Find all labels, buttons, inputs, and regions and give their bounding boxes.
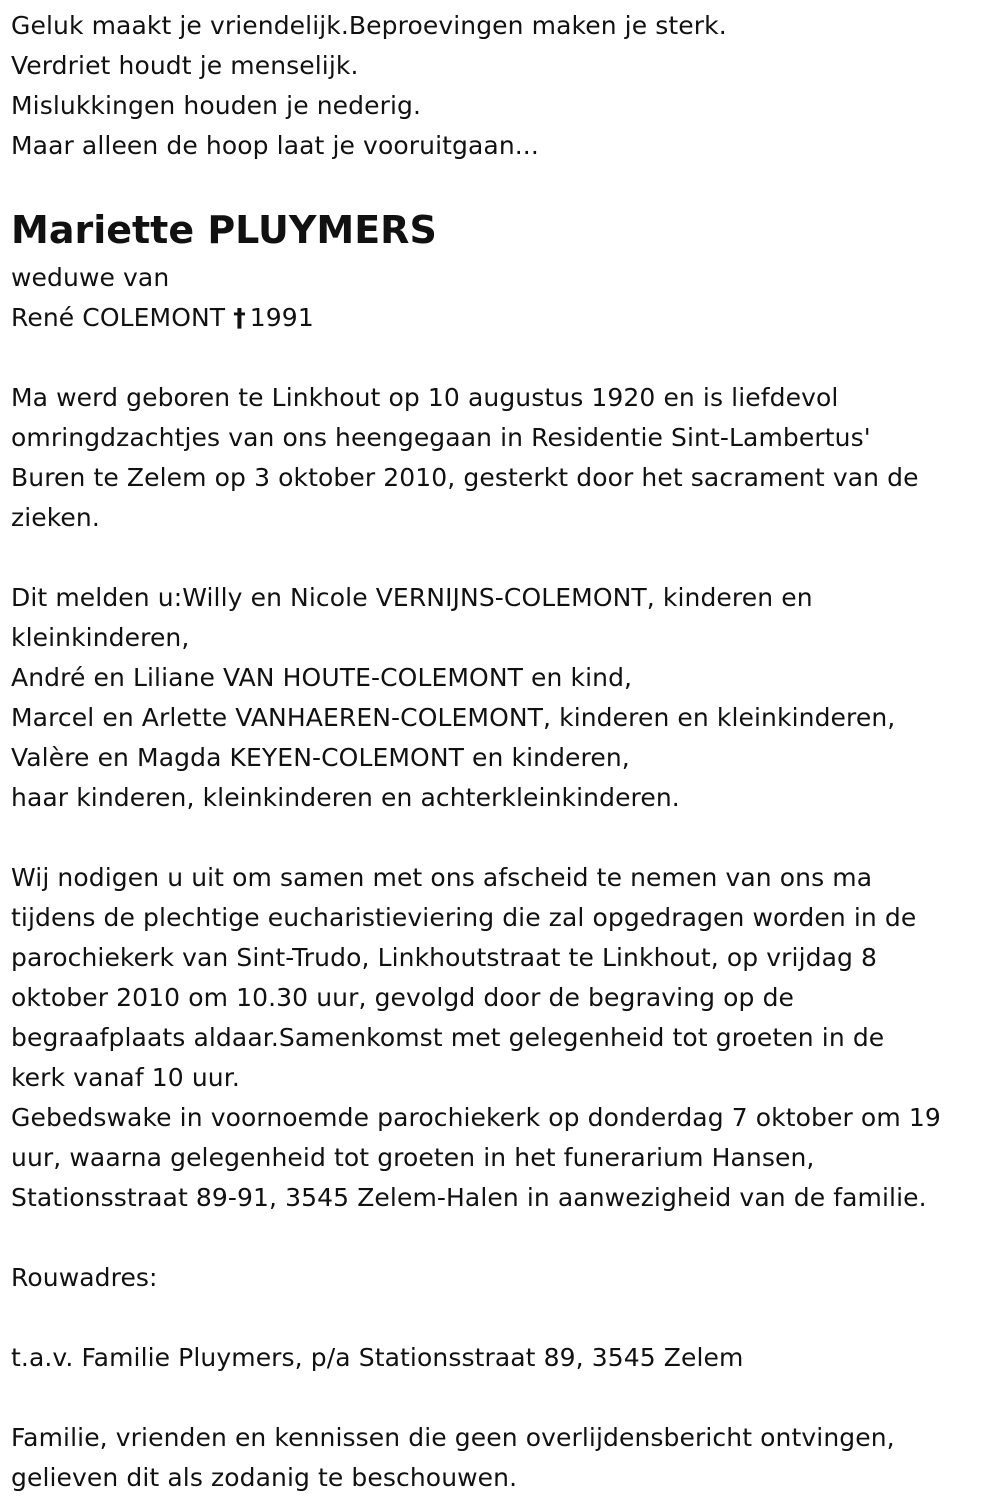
cross-icon: † [233, 303, 246, 332]
invitation-line: parochiekerk van Sint-Trudo, Linkhoutstraat te Linkhout, op vrijdag 8 [11, 943, 878, 972]
family-line: haar kinderen, kleinkinderen en achterkleinkinderen. [11, 783, 680, 812]
spouse-name: René COLEMONT [11, 303, 226, 332]
invitation-line: uur, waarna gelegenheid tot groeten in het funerarium Hansen, [11, 1143, 815, 1172]
closing-paragraph [11, 1418, 996, 1498]
invitation-line: begraafplaats aldaar.Samenkomst met gelegenheid tot groeten in de [11, 1023, 885, 1052]
announcement-paragraph [11, 378, 996, 538]
invitation-line: Stationsstraat 89-91, 3545 Zelem-Halen in aanwezigheid van de familie. [11, 1183, 927, 1212]
family-paragraph [11, 578, 996, 818]
obituary-document [11, 6, 996, 1498]
announcement-line: omringdzachtjes van ons heengegaan in Residentie Sint-Lambertus' [11, 423, 871, 452]
motto-line: Mislukkingen houden je nederig. [11, 91, 422, 120]
motto-line: Maar alleen de hoop laat je vooruitgaan... [11, 131, 539, 160]
invitation-line: kerk vanaf 10 uur. [11, 1063, 240, 1092]
family-line: Valère en Magda KEYEN-COLEMONT en kinderen, [11, 743, 630, 772]
announcement-line: Buren te Zelem op 3 oktober 2010, gesterkt door het sacrament van de [11, 463, 919, 492]
invitation-line: Wij nodigen u uit om samen met ons afscheid te nemen van ons ma [11, 863, 873, 892]
closing-line: gelieven dit als zodanig te beschouwen. [11, 1463, 518, 1492]
invitation-line: oktober 2010 om 10.30 uur, gevolgd door de begraving op de [11, 983, 795, 1012]
family-line: André en Liliane VAN HOUTE-COLEMONT en kind, [11, 663, 633, 692]
announcement-line: Ma werd geboren te Linkhout op 10 augustus 1920 en is liefdevol [11, 383, 839, 412]
invitation-line: tijdens de plechtige eucharistieviering die zal opgedragen worden in de [11, 903, 917, 932]
motto-block [11, 6, 996, 166]
family-line: Dit melden u:Willy en Nicole VERNIJNS-COLEMONT, kinderen en [11, 583, 813, 612]
relation-text: weduwe van [11, 263, 170, 292]
deceased-name: Mariette PLUYMERS [11, 208, 437, 252]
announcement-line: zieken. [11, 503, 100, 532]
mourning-address-label: Rouwadres: [11, 1263, 158, 1292]
motto-line: Geluk maakt je vriendelijk.Beproevingen maken je sterk. [11, 11, 727, 40]
family-line: Marcel en Arlette VANHAEREN-COLEMONT, kinderen en kleinkinderen, [11, 703, 896, 732]
motto-line: Verdriet houdt je menselijk. [11, 51, 359, 80]
invitation-line: Gebedswake in voornoemde parochiekerk op donderdag 7 oktober om 19 [11, 1103, 941, 1132]
closing-line: Familie, vrienden en kennissen die geen overlijdensbericht ontvingen, [11, 1423, 895, 1452]
invitation-paragraph [11, 858, 996, 1218]
mourning-address: t.a.v. Familie Pluymers, p/a Stationsstraat 89, 3545 Zelem [11, 1343, 744, 1372]
spouse-death-year: 1991 [249, 303, 314, 332]
spouse-line [11, 298, 996, 338]
family-line: kleinkinderen, [11, 623, 190, 652]
